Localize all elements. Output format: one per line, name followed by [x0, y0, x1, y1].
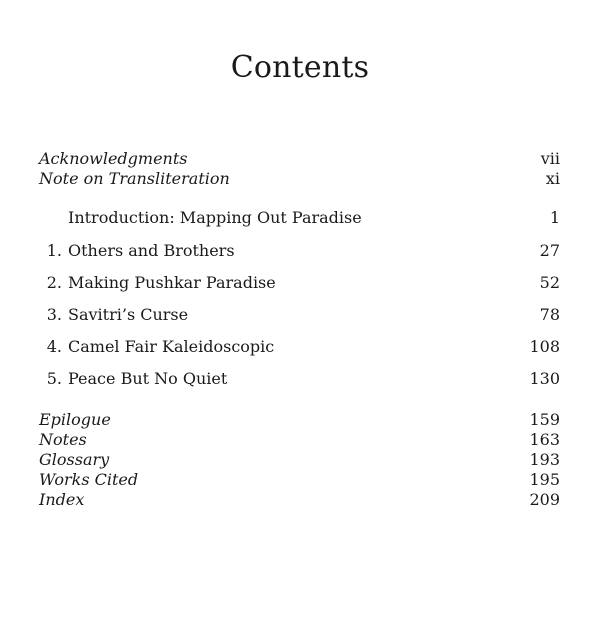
- toc-entry-label: Epilogue: [39, 410, 111, 429]
- toc-entry-label: Works Cited: [39, 470, 139, 489]
- toc-entry-page: 1: [549, 208, 560, 227]
- chapter-number: 5.: [46, 369, 62, 388]
- toc-entry-glossary: [0, 449, 600, 471]
- toc-entry-label: Others and Brothers: [68, 241, 235, 260]
- toc-entry-page: 163: [529, 430, 560, 449]
- toc-entry-page: 193: [529, 450, 560, 469]
- toc-entry-page: 108: [529, 337, 560, 356]
- toc-entry-label: Index: [39, 490, 85, 509]
- toc-entry-page: 195: [529, 470, 560, 489]
- toc-entry-chapter-2: [0, 272, 600, 294]
- toc-entry-epilogue: [0, 409, 600, 431]
- toc-entry-label: Glossary: [39, 450, 110, 469]
- toc-entry-page: 159: [529, 410, 560, 429]
- toc-entry-page: 209: [529, 490, 560, 509]
- toc-entry-page: 78: [539, 305, 560, 324]
- toc-entry-note-on-transliteration: [0, 168, 600, 190]
- page-title: Contents: [230, 50, 370, 85]
- toc-entry-label: Note on Transliteration: [39, 169, 230, 188]
- toc-entry-label: Notes: [39, 430, 87, 449]
- toc-entry-page: xi: [545, 169, 560, 188]
- toc-entry-label: Introduction: Mapping Out Paradise: [68, 208, 362, 227]
- toc-entry-acknowledgments: [0, 148, 600, 170]
- toc-entry-works-cited: [0, 469, 600, 491]
- toc-entry-page: 27: [539, 241, 560, 260]
- toc-entry-index: [0, 489, 600, 511]
- chapter-number: 2.: [46, 273, 62, 292]
- toc-entry-chapter-4: [0, 336, 600, 358]
- toc-entry-label: Peace But No Quiet: [68, 369, 228, 388]
- toc-entry-notes: [0, 429, 600, 451]
- toc-entry-page: vii: [540, 149, 560, 168]
- toc-entry-label: Savitri’s Curse: [68, 305, 189, 324]
- toc-entry-page: 52: [539, 273, 560, 292]
- toc-entry-page: 130: [529, 369, 560, 388]
- chapter-number: 1.: [46, 241, 62, 260]
- toc-entry-chapter-1: [0, 240, 600, 262]
- toc-entry-label: Camel Fair Kaleidoscopic: [68, 337, 275, 356]
- toc-entry-label: Acknowledgments: [39, 149, 188, 168]
- toc-entry-chapter-5: [0, 368, 600, 390]
- toc-entry-introduction: [0, 207, 600, 229]
- toc-entry-chapter-3: [0, 304, 600, 326]
- chapter-number: 4.: [46, 337, 62, 356]
- chapter-number: 3.: [46, 305, 62, 324]
- toc-entry-label: Making Pushkar Paradise: [68, 273, 276, 292]
